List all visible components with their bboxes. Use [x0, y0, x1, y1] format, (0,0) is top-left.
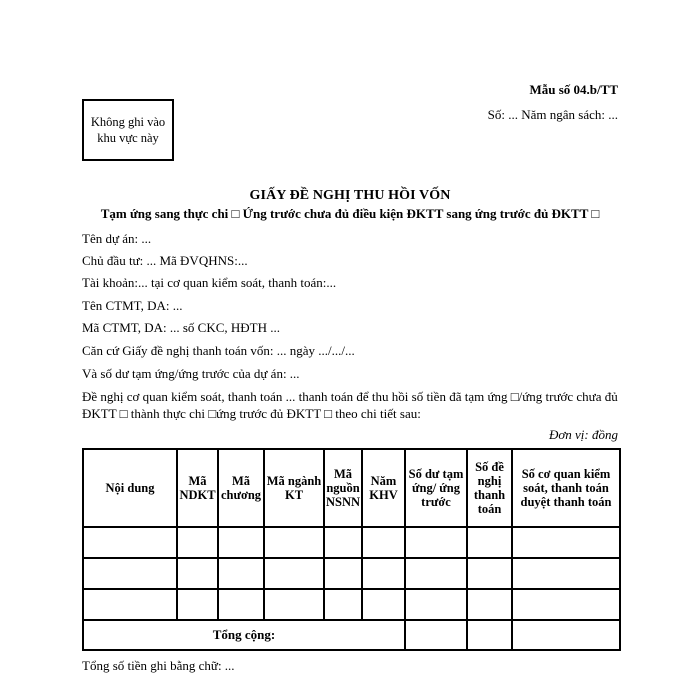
amount-in-words: Tổng số tiền ghi bằng chữ: ... — [82, 658, 235, 673]
document-subtitle: Tạm ứng sang thực chi □ Ứng trước chưa đủ điều kiện ĐKTT sang ứng trước đủ ĐKTT □ — [100, 206, 600, 221]
table-row — [83, 527, 620, 558]
field-request-text: Đề nghị cơ quan kiểm soát, thanh toán ... thanh toán để thu hồi số tiền đã tạm ứng □/ứng trước chưa đủ ĐKTT □ thành thực chi □ứng trước đủ ĐKTT □ theo chi tiết sau: — [82, 389, 618, 421]
field-payment-request: Căn cứ Giấy đề nghị thanh toán vốn: ... ngày .../.../... — [82, 343, 355, 358]
total-row — [83, 620, 620, 650]
currency-unit: Đơn vị: đồng — [548, 427, 618, 442]
field-account: Tài khoản:... tại cơ quan kiểm soát, thanh toán:... — [82, 275, 337, 290]
col-header-khv-year: Năm KHV — [362, 449, 405, 527]
no-write-box — [82, 99, 174, 161]
col-header-requested-amount: Số đề nghị thanh toán — [467, 449, 512, 527]
col-header-budget-source: Mã nguồn NSNN — [324, 449, 362, 527]
document-title: GIẤY ĐỀ NGHỊ THU HỒI VỐN — [249, 188, 451, 203]
col-header-ndkt: Mã NDKT — [177, 449, 218, 527]
table-row — [83, 558, 620, 589]
budget-year-line: Số: ... Năm ngân sách: ... — [487, 107, 618, 122]
field-investor: Chủ đầu tư: ... Mã ĐVQHNS:... — [82, 253, 248, 268]
detail-table — [82, 448, 621, 651]
col-header-approved-amount: Số cơ quan kiểm soát, thanh toán duyệt thanh toán — [512, 449, 620, 527]
field-program-name: Tên CTMT, DA: ... — [82, 298, 183, 313]
form-number: Mẫu số 04.b/TT — [529, 82, 618, 97]
col-header-advance-balance: Số dư tạm ứng/ ứng trước — [405, 449, 467, 527]
table-header-row — [83, 449, 620, 527]
field-program-code: Mã CTMT, DA: ... số CKC, HĐTH ... — [82, 320, 281, 335]
field-advance-balance: Và số dư tạm ứng/ứng trước của dự án: ... — [82, 366, 300, 381]
table-row — [83, 589, 620, 620]
col-header-chapter: Mã chương — [218, 449, 264, 527]
col-header-content: Nội dung — [83, 449, 177, 527]
no-write-box-text: Không ghi vào khu vực này — [90, 115, 166, 145]
field-project-name: Tên dự án: ... — [82, 231, 152, 246]
col-header-economic-sector: Mã ngành KT — [264, 449, 324, 527]
total-label: Tổng cộng: — [83, 620, 405, 650]
